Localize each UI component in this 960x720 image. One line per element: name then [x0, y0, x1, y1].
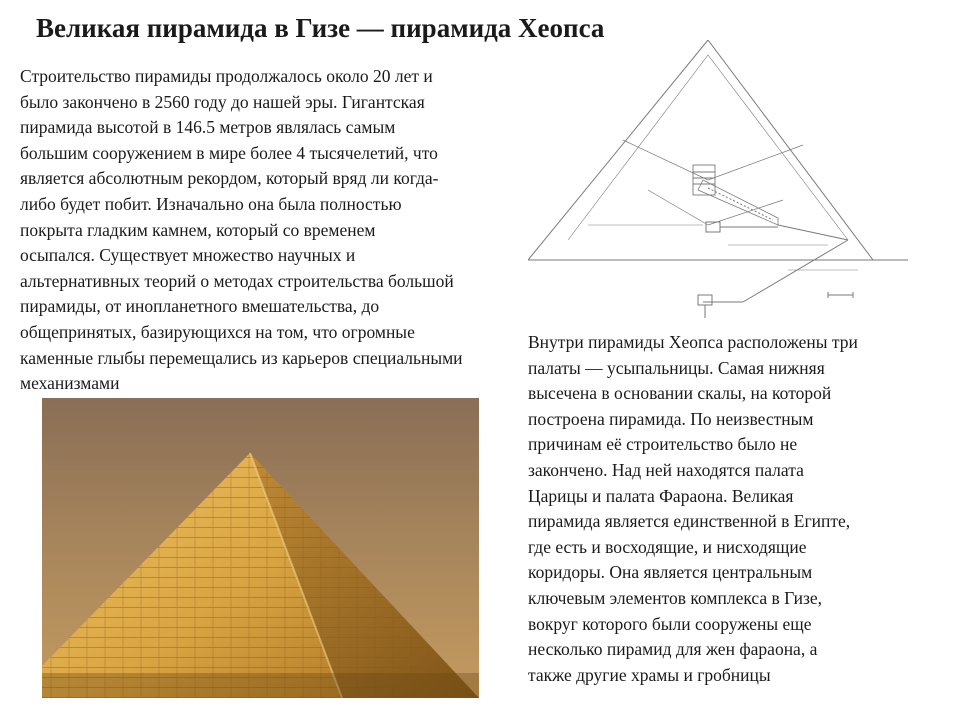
intro-paragraph: Строительство пирамиды продолжалось около 20 лет и было закончено в 2560 году до нашей эры. Гигантская пирамида высотой в 146.5 метров являлась самым большим сооружением в мире более 4 тысячелетий, что является абсолютным рекордом, который вряд ли когда- либо будет побит. Изначально она была полностью покрыта гладким камнем, который со временем осыпался. Существует множество научных и альтернативных теорий о методах строительства большой пирамиды, от инопланетного вмешательства, до общепринятых, базирующихся на том, что огромные каменные глыбы перемещались из карьеров специальными механизмами	[20, 66, 463, 394]
page-title: Великая пирамида в Гизе — пирамида Хеопса	[36, 13, 605, 43]
interior-paragraph: Внутри пирамиды Хеопса расположены три палаты — усыпальницы. Самая нижняя высечена в основании скалы, на которой построена пирамида. По неизвестным причинам её строительство было не закончено. Над ней находятся палата Царицы и палата Фараона. Великая пирамида является единственной в Египте, где есть и восходящие, и нисходящие коридоры. Она является центральным ключевым элементов комплекса в Гизе, вокруг которого были сооружены еще несколько пирамид для жен фараона, а также другие храмы и гробницы	[528, 332, 858, 685]
pyramid-cross-section-diagram	[528, 40, 908, 320]
pyramid-photo	[42, 398, 479, 698]
